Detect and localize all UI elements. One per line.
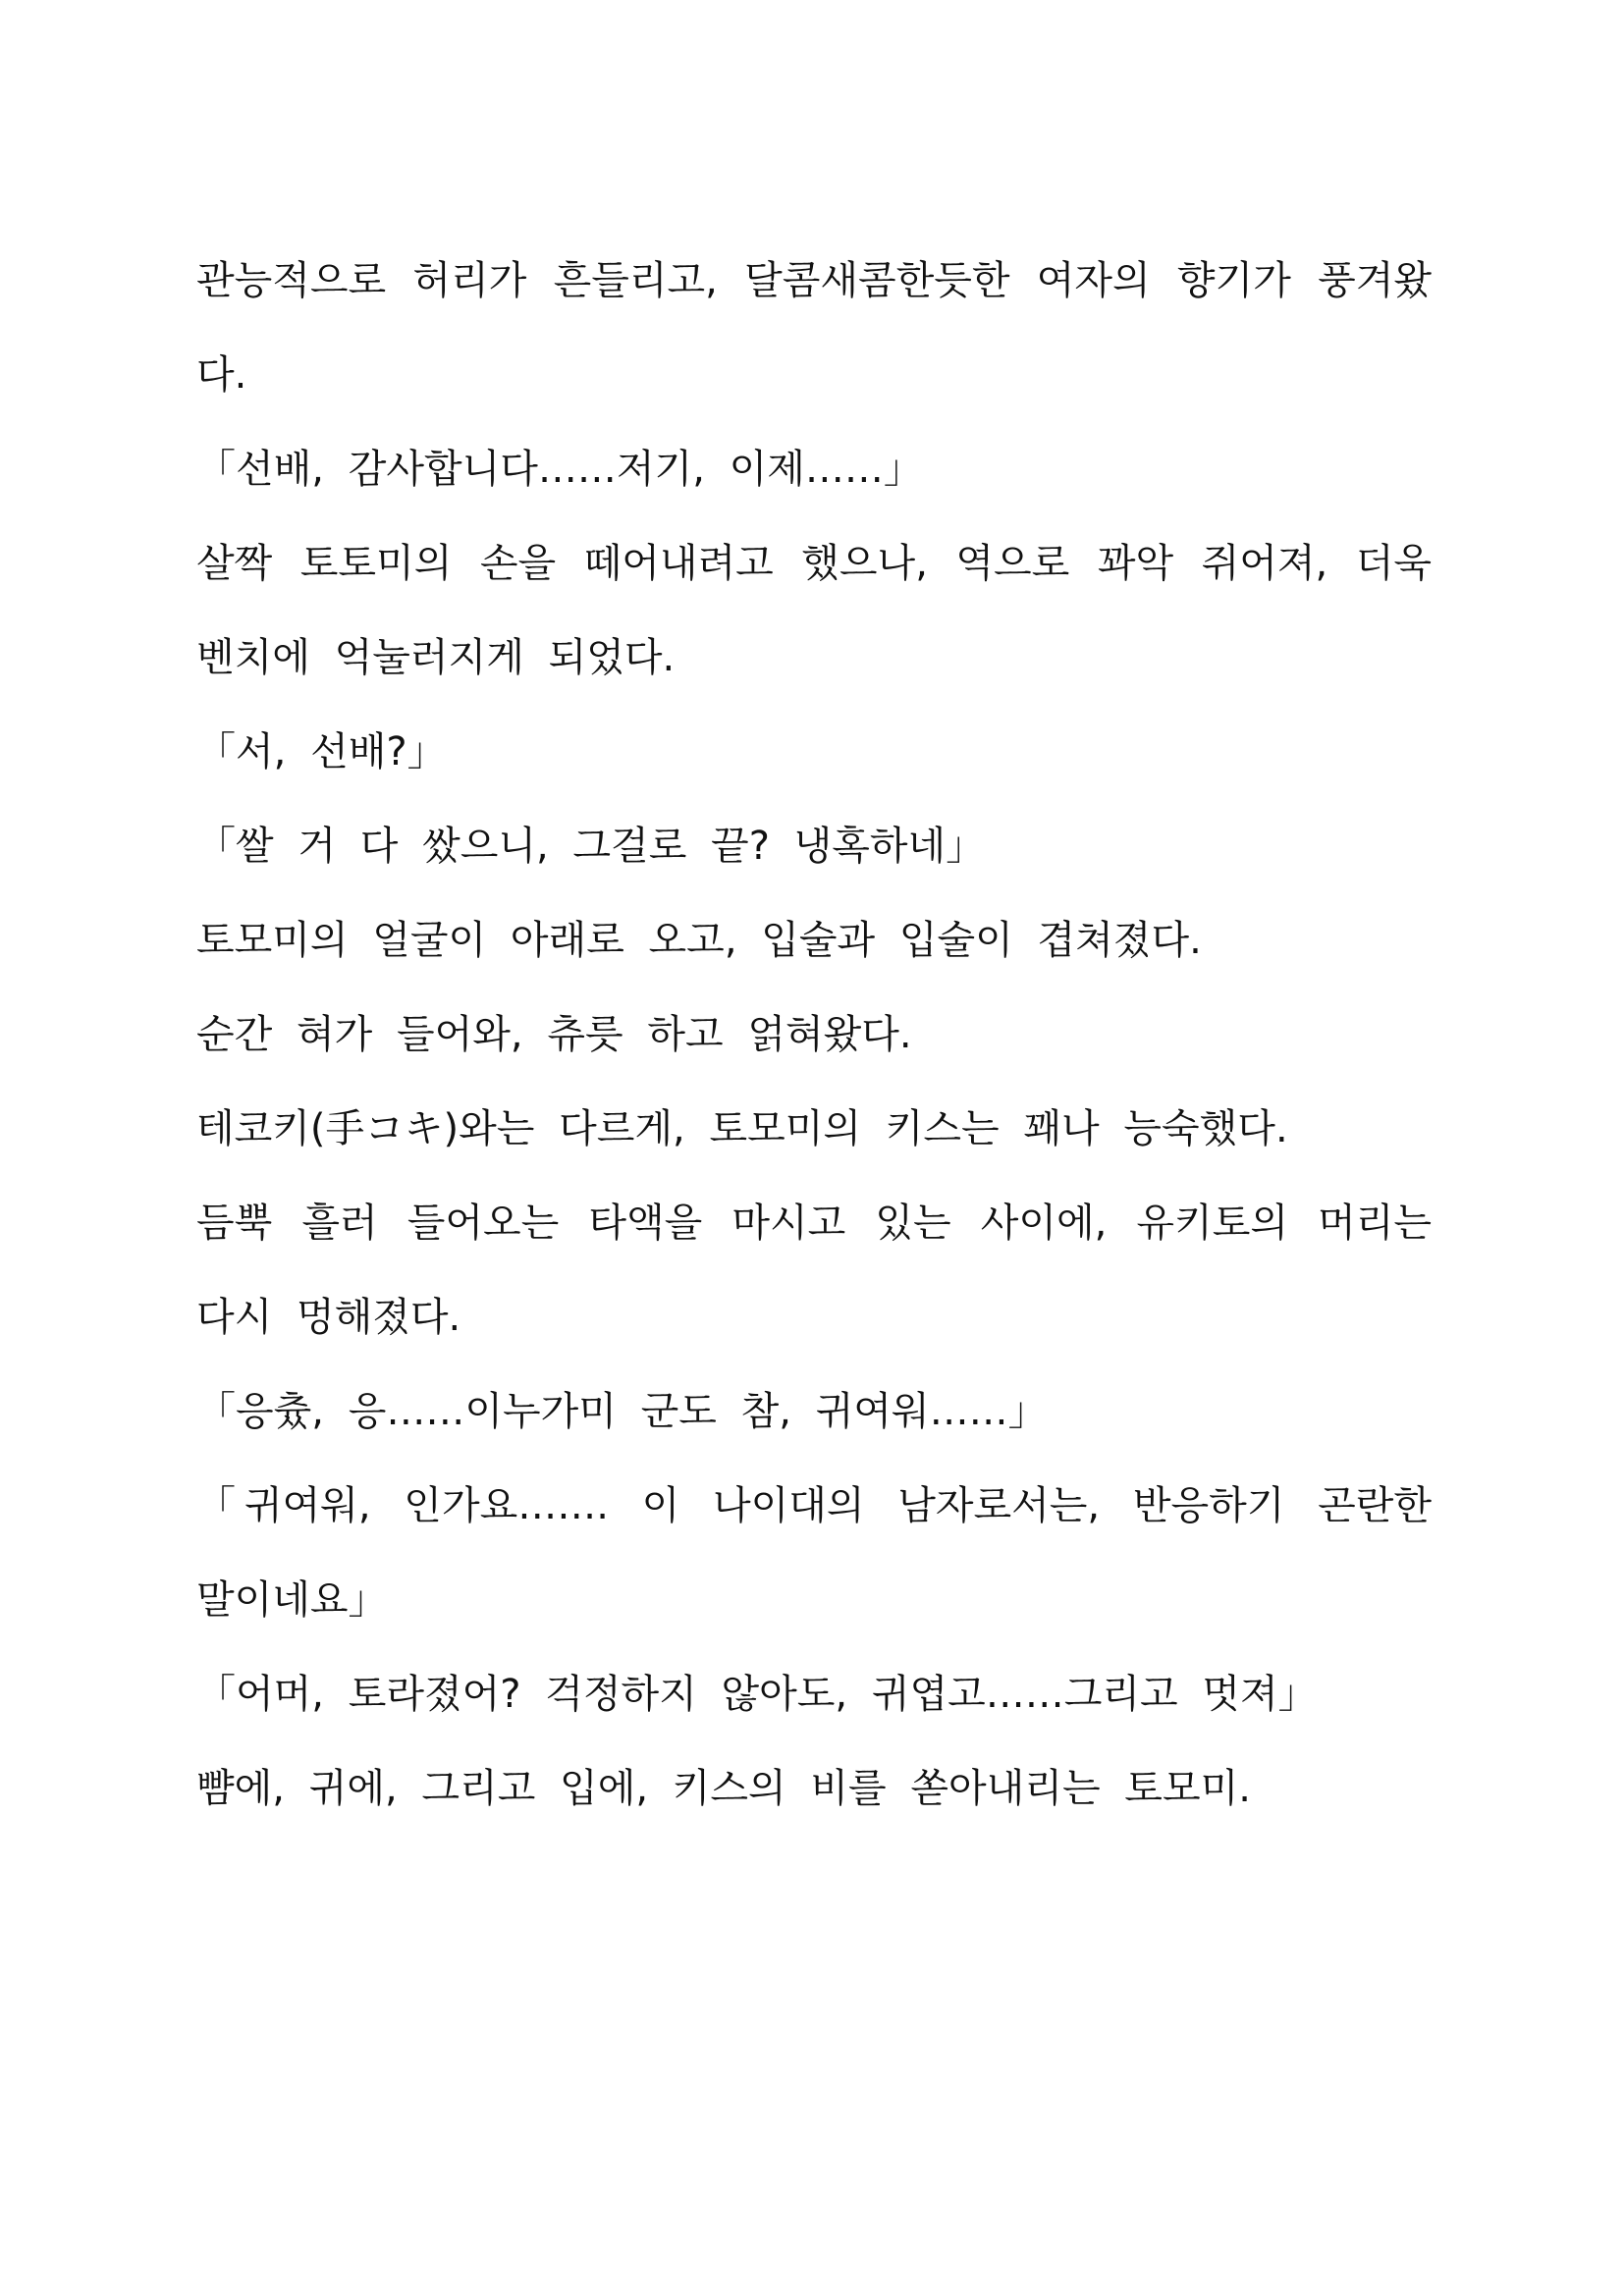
paragraph: 순간 혀가 들어와, 츄릇 하고 얽혀왔다. [196, 1012, 912, 1057]
paragraph: 「선배, 감사합니다……저기, 이제……」 [196, 447, 923, 492]
paragraph: 「쌀 거 다 쌌으니, 그걸로 끝? 냉혹하네」 [196, 824, 986, 869]
paragraph: 「어머, 토라졌어? 걱정하지 않아도, 귀엽고……그리고 멋져」 [196, 1672, 1318, 1717]
paragraph: 뺨에, 귀에, 그리고 입에, 키스의 비를 쏟아내리는 토모미. [196, 1766, 1251, 1811]
paragraph: 관능적으로 허리가 흔들리고, 달콤새콤한듯한 여자의 향기가 풍겨왔다. [196, 258, 1432, 398]
paragraph: 듬뿍 흘러 들어오는 타액을 마시고 있는 사이에, 유키토의 머리는 다시 멍해졌다. [196, 1201, 1432, 1340]
paragraph: 「응츘, 응……이누가미 군도 참, 귀여워……」 [196, 1389, 1048, 1434]
body-text [196, 234, 1432, 1836]
paragraph: 「서, 선배?」 [196, 729, 447, 774]
paragraph: 「귀여워, 인가요……. 이 나이대의 남자로서는, 반응하기 곤란한 말이네요」 [196, 1483, 1432, 1623]
paragraph: 토모미의 얼굴이 아래로 오고, 입술과 입술이 겹쳐졌다. [196, 918, 1202, 963]
paragraph: 살짝 토토미의 손을 떼어내려고 했으나, 역으로 꽈악 쥐어져, 더욱 벤치에 억눌러지게 되었다. [196, 541, 1432, 680]
paragraph: 테코키(手コキ)와는 다르게, 토모미의 키스는 꽤나 능숙했다. [196, 1106, 1288, 1151]
